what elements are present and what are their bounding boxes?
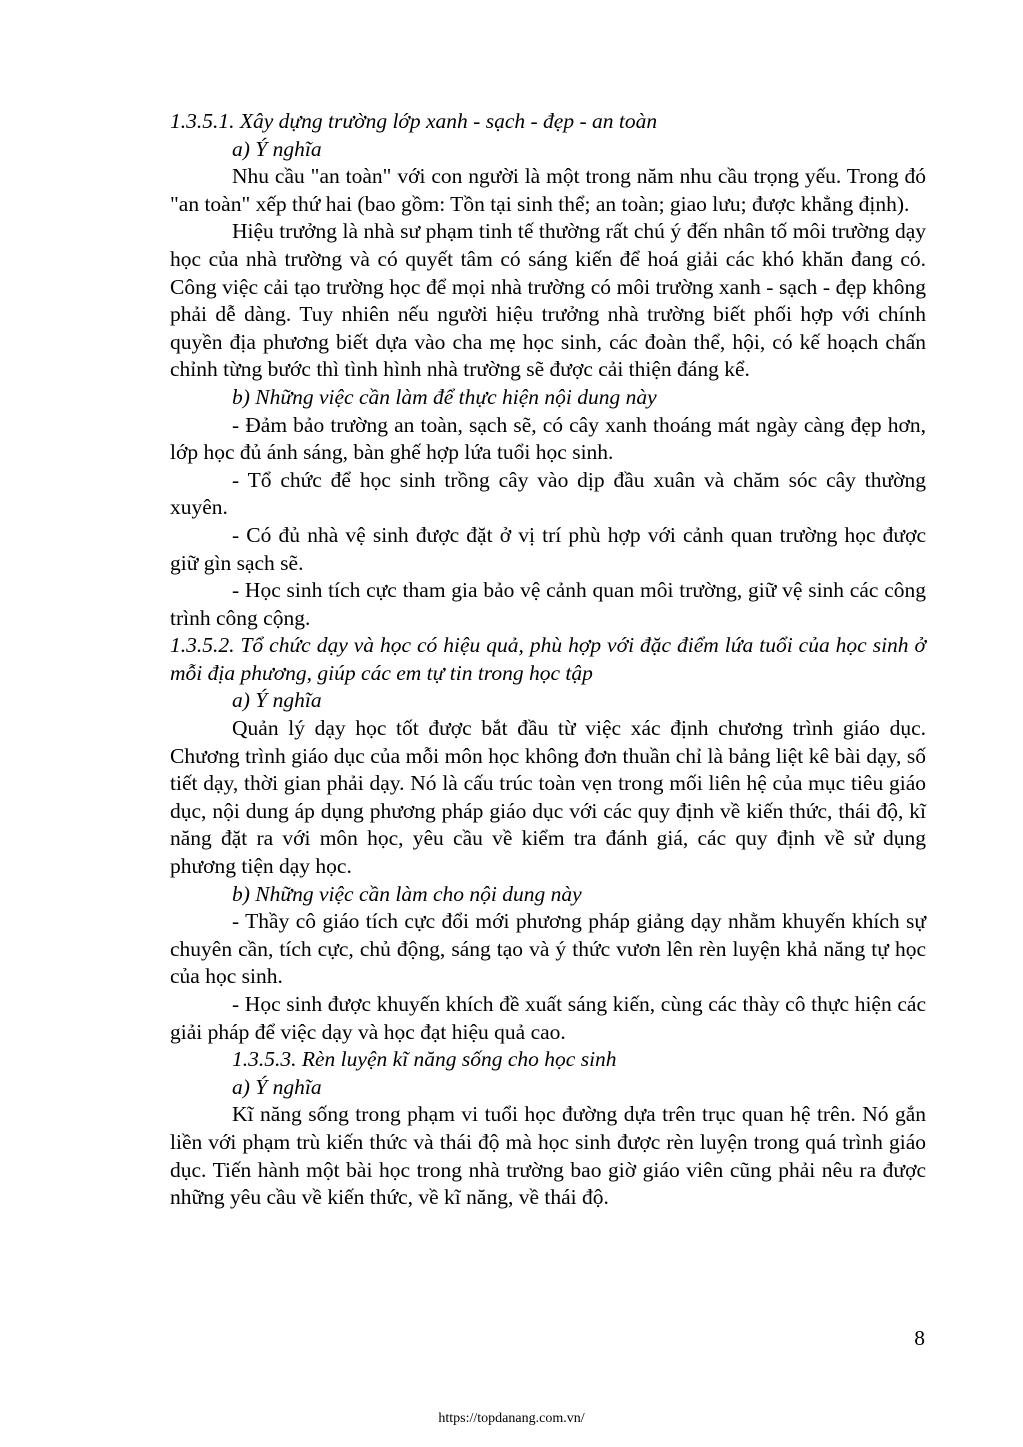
list-item: - Có đủ nhà vệ sinh được đặt ở vị trí phù hợp với cảnh quan trường học được giữ gìn sạch sẽ.	[170, 522, 926, 575]
document-body	[170, 108, 926, 1212]
paragraph: Hiệu trưởng là nhà sư phạm tinh tế thường rất chú ý đến nhân tố môi trường dạy học của nhà trường và có quyết tâm có sáng kiến để hoá giải các khó khăn đang có. Công việc cải tạo trường học để mọi nhà trường có môi trường xanh - sạch - đẹp không phải dễ dàng. Tuy nhiên nếu người hiệu trưởng nhà trường biết phối hợp với chính quyền địa phương biết dựa vào cha mẹ học sinh, các đoàn thể, hội, có kế hoạch chấn chỉnh từng bước thì tình hình nhà trường sẽ được cải thiện đáng kể.	[170, 219, 926, 382]
paragraph: Quản lý dạy học tốt được bắt đầu từ việc xác định chương trình giáo dục. Chương trình giáo dục của mỗi môn học không đơn thuần chỉ là bảng liệt kê bài dạy, số tiết dạy, thời gian phải dạy. Nó là cấu trúc toàn vẹn trong mối liên hệ của mục tiêu giáo dục, nội dung áp dụng phương pháp giáo dục với các quy định về kiến thức, thái độ, kĩ năng đặt ra với môn học, yêu cầu về kiểm tra đánh giá, các quy định về sử dụng phương tiện dạy học.	[170, 716, 926, 879]
list-item: - Học sinh được khuyến khích đề xuất sáng kiến, cùng các thày cô thực hiện các giải pháp để việc dạy và học đạt hiệu quả cao.	[170, 992, 926, 1044]
subheading-significance: a) Ý nghĩa	[232, 1074, 322, 1099]
footer-url[interactable]: https://topdanang.com.vn/	[438, 1411, 585, 1426]
list-item: - Đảm bảo trường an toàn, sạch sẽ, có cây xanh thoáng mát ngày càng đẹp hơn, lớp học đủ ánh sáng, bàn ghế hợp lứa tuổi học sinh.	[170, 412, 926, 465]
list-item: - Tổ chức để học sinh trồng cây vào dịp đầu xuân và chăm sóc cây thường xuyên.	[170, 467, 926, 520]
paragraph: Nhu cầu "an toàn" với con người là một trong năm nhu cầu trọng yếu. Trong đó "an toàn" xếp thứ hai (bao gồm: Tồn tại sinh thể; an toàn; giao lưu; được khẳng định).	[170, 164, 926, 216]
subheading-significance: a) Ý nghĩa	[232, 688, 322, 713]
paragraph: Kĩ năng sống trong phạm vi tuổi học đường dựa trên trục quan hệ trên. Nó gắn liền với phạm trù kiến thức và thái độ mà học sinh được rèn luyện trong quá trình giáo dục. Tiến hành một bài học trong nhà trường bao giờ giáo viên cũng phải nêu ra được những yêu cầu về kiến thức, về kĩ năng, về thái độ.	[170, 1102, 926, 1210]
subheading-tasks: b) Những việc cần làm cho nội dung này	[232, 881, 582, 906]
section-heading-1-3-5-2: 1.3.5.2. Tổ chức dạy và học có hiệu quả, phù hợp với đặc điểm lứa tuổi của học sinh ở mỗi địa phương, giúp các em tự tin trong học tập	[170, 633, 926, 685]
page-number: 8	[914, 1326, 925, 1350]
subheading-significance: a) Ý nghĩa	[232, 136, 322, 161]
subheading-tasks: b) Những việc cần làm để thực hiện nội dung này	[232, 384, 657, 409]
section-heading-1-3-5-1: 1.3.5.1. Xây dựng trường lớp xanh - sạch - đẹp - an toàn	[170, 109, 658, 133]
list-item: - Thầy cô giáo tích cực đổi mới phương pháp giảng dạy nhằm khuyến khích sự chuyên cần, tích cực, chủ động, sáng tạo và ý thức vươn lên rèn luyện khả năng tự học của học sinh.	[170, 909, 926, 989]
list-item: - Học sinh tích cực tham gia bảo vệ cảnh quan môi trường, giữ vệ sinh các công trình công cộng.	[170, 578, 926, 630]
section-heading-1-3-5-3: 1.3.5.3. Rèn luyện kĩ năng sống cho học sinh	[232, 1047, 617, 1072]
